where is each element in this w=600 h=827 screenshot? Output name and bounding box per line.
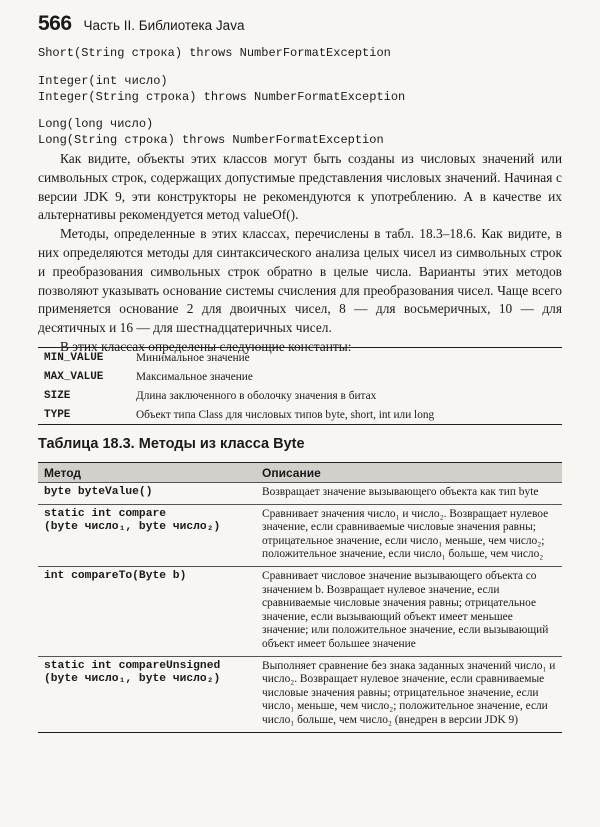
method-description: Возвращает значение вызывающего объекта как тип byte bbox=[256, 483, 562, 505]
method-signature: int compareTo(Byte b) bbox=[38, 566, 256, 656]
table-row bbox=[38, 504, 562, 566]
table-row bbox=[38, 367, 562, 386]
paragraph: Как видите, объекты этих классов могут быть созданы из числовых значений или символьных строк, содержащих допустимые представления числовых значений. Начиная с версии JDK 9, эти конструкторы не рекомендуются к употреблению. А в качестве их альтернативы рекомендуется метод valueOf(). bbox=[38, 151, 562, 223]
method-signature: byte byteValue() bbox=[38, 483, 256, 505]
constant-desc: Минимальное значение bbox=[130, 348, 562, 368]
table-row bbox=[38, 348, 562, 368]
table-row bbox=[38, 483, 562, 505]
constant-desc: Максимальное значение bbox=[136, 370, 253, 383]
code-line: Long(long число) bbox=[38, 117, 154, 131]
method-description: Сравнивает числовое значение вызывающего объекта со значением b. Возвращает нулевое значение, если сравниваемые числовые значения равны; отрицательное значение, если вызывающий объект имеет меньшее значение; или положительное значение, если вызывающий объект имеет большее значение bbox=[256, 566, 562, 656]
methods-table bbox=[38, 462, 562, 733]
constant-name: TYPE bbox=[38, 405, 130, 425]
constant-name: MIN_VALUE bbox=[38, 348, 130, 368]
table-row bbox=[38, 566, 562, 656]
code-line: Long(String строка) throws NumberFormatException bbox=[38, 133, 384, 147]
table-row bbox=[38, 405, 562, 425]
constant-desc: Объект типа Class для числовых типов byte, short, int или long bbox=[130, 405, 562, 425]
table-row bbox=[38, 656, 562, 732]
constant-desc: Длина заключенного в оболочку значения в битах bbox=[136, 389, 377, 402]
column-header-description: Описание bbox=[256, 463, 562, 483]
page-header bbox=[38, 12, 244, 36]
paragraph: В этих классах определены следующие константы: bbox=[60, 338, 352, 354]
method-signature: static int compare (byte число₁, byte число₂) bbox=[38, 504, 256, 566]
method-signature: static int compareUnsigned (byte число₁, byte число₂) bbox=[38, 656, 256, 732]
code-line: Integer(String строка) throws NumberFormatException bbox=[38, 90, 406, 104]
table-row bbox=[38, 386, 562, 405]
running-title: Часть II. Библиотека Java bbox=[83, 18, 245, 33]
code-line: Integer(int число) bbox=[38, 74, 168, 88]
table-title: Таблица 18.3. Методы из класса Byte bbox=[38, 436, 305, 452]
constants-table bbox=[38, 347, 562, 425]
code-line: Short(String строка) throws NumberFormatException bbox=[38, 46, 391, 60]
method-description: Выполняет сравнение без знака заданных значений число₁ и число₂. Возвращает нулевое значение, если сравниваемые числовые значения равны; отрицательное значение, если число₁ меньше, чем число₂; положительное значение, если число₁ больше, чем число₂ (внедрен в версии JDK 9) bbox=[256, 656, 562, 732]
page-number: 566 bbox=[38, 12, 72, 35]
constant-name: SIZE bbox=[44, 389, 71, 402]
column-header-method: Метод bbox=[38, 463, 256, 483]
method-description: Сравнивает значения число₁ и число₂. Возвращает нулевое значение, если сравниваемые числовые значения равны; отрицательное значение, если число₁ меньше, чем число₂; положительное значение, если число₁ больше, чем число₂ bbox=[256, 504, 562, 566]
paragraph: Методы, определенные в этих классах, перечислены в табл. 18.3–18.6. Как видите, в них определяются методы для синтаксического анализа целых чисел из символьных строк и преобразования символьных строк обратно в целые числа. Варианты этих методов позволяют указывать основание системы счисления для преобразования чисел. Чаще всего применяется основание 2 для двоичных чисел, 8 — для восьмеричных, 10 — для десятичных и 16 — для шестнадцатеричных чисел. bbox=[38, 226, 562, 336]
constant-name: MAX_VALUE bbox=[44, 370, 104, 383]
body-text bbox=[38, 150, 562, 357]
